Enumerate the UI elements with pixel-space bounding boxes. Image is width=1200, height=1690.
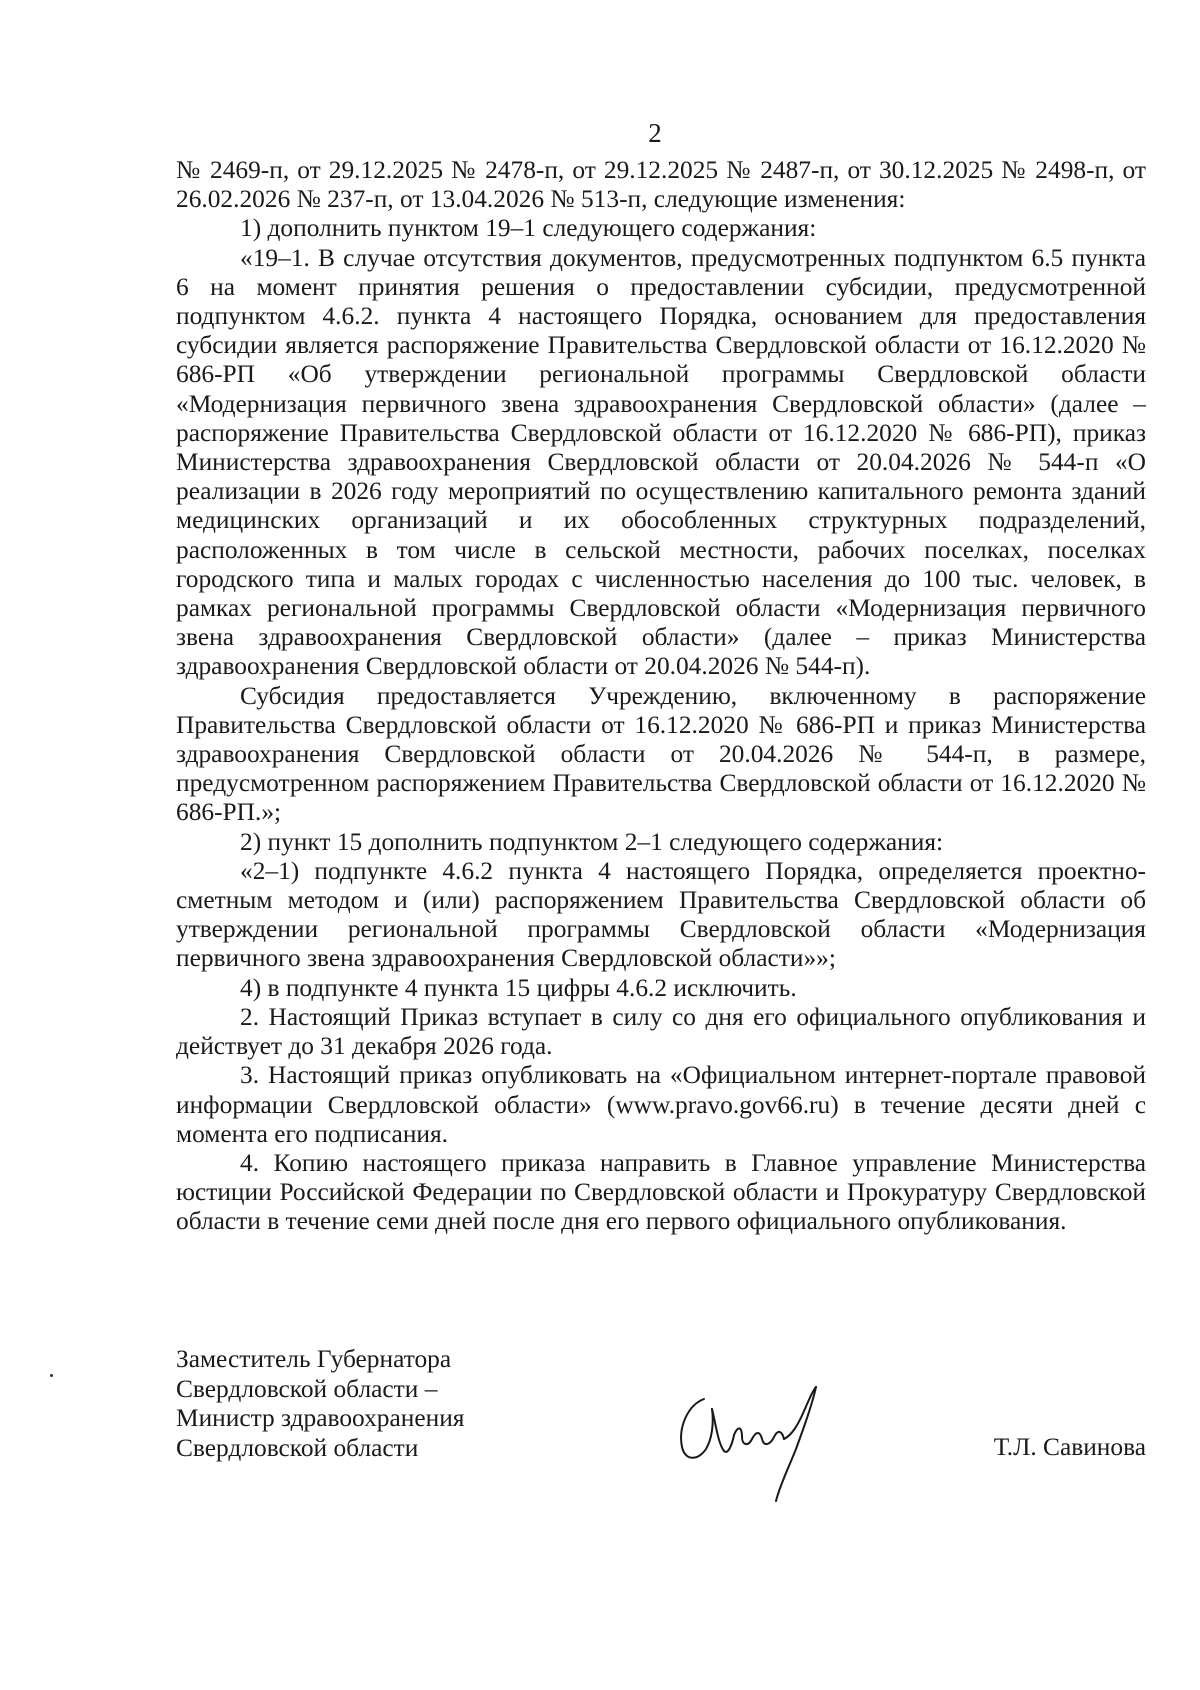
handwritten-signature-icon bbox=[666, 1365, 846, 1505]
signature-block bbox=[176, 1345, 1146, 1495]
signatory-name: Т.Л. Савинова bbox=[993, 1433, 1146, 1461]
paragraph-4: 2) пункт 15 дополнить подпунктом 2–1 следующего содержания: bbox=[240, 827, 944, 856]
signatory-position bbox=[176, 1345, 596, 1463]
page-number: 2 bbox=[648, 118, 662, 148]
signatory-position-line: Свердловской области bbox=[176, 1433, 419, 1462]
paragraph-1: 1) дополнить пунктом 19–1 следующего содержания: bbox=[240, 214, 817, 243]
paragraph-6: 4) в подпункте 4 пункта 15 цифры 4.6.2 исключить. bbox=[240, 973, 797, 1002]
paragraph-5: «2–1) подпункте 4.6.2 пункта 4 настоящего Порядка, определяется проектно-сметным методом и (или) распоряжением Правительства Свердловской области об утверждении региональной программы Свердловской области «Модернизация первичного звена здравоохранения Свердловской области»»; bbox=[176, 856, 1146, 973]
document-body bbox=[176, 156, 1146, 1237]
signatory-position-line: Министр здравоохранения bbox=[176, 1404, 465, 1432]
paragraph-7: 2. Настоящий Приказ вступает в силу со дня его официального опубликования и действует до 31 декабря 2026 года. bbox=[176, 1002, 1146, 1061]
paragraph-0: № 2469-п, от 29.12.2025 № 2478-п, от 29.12.2025 № 2487-п, от 30.12.2025 № 2498-п, от 26.02.2026 № 237-п, от 13.04.2026 № 513-п, следующие изменения: bbox=[176, 156, 1146, 214]
paragraph-3: Субсидия предоставляется Учреждению, включенному в распоряжение Правительства Свердловской области от 16.12.2020 № 686-РП и приказ Министерства здравоохранения Свердловской области от 20.04.2026 № 544-п, в размере, предусмотренном распоряжением Правительства Свердловской области от 16.12.2020 № 686-РП.»; bbox=[176, 681, 1146, 827]
paragraph-8: 3. Настоящий приказ опубликовать на «Официальном интернет-портале правовой информации Свердловской области» (www.pravo.gov66.ru) в течение десяти дней с момента его подписания. bbox=[176, 1061, 1146, 1148]
signatory-position-line: Заместитель Губернатора bbox=[176, 1345, 452, 1373]
paragraph-9: 4. Копию настоящего приказа направить в Главное управление Министерства юстиции Российской Федерации по Свердловской области и Прокуратуру Свердловской области в течение семи дней после дня его первого официального опубликования. bbox=[176, 1148, 1146, 1236]
signatory-position-line: Свердловской области – bbox=[176, 1374, 438, 1403]
scan-speck bbox=[50, 1374, 53, 1377]
paragraph-2: «19–1. В случае отсутствия документов, предусмотренных подпунктом 6.5 пункта 6 на момент принятия решения о предоставлении субсидии, предусмотренной подпунктом 4.6.2. пункта 4 настоящего Порядка, основанием для предоставления субсидии является распоряжение Правительства Свердловской области от 16.12.2020 № 686-РП «Об утверждении региональной программы Свердловской области «Модернизация первичного звена здравоохранения Свердловской области» (далее – распоряжение Правительства Свердловской области от 16.12.2020 № 686-РП), приказ Министерства здравоохранения Свердловской области от 20.04.2026 № 544-п «О реализации в 2026 году мероприятий по осуществлению капитального ремонта зданий медицинских организаций и их обособленных структурных подразделений, расположенных в том числе в сельской местности, рабочих поселках, поселках городского типа и малых городах с численностью населения до 100 тыс. человек, в рамках региональной программы Свердловской области «Модернизация первичного звена здравоохранения Свердловской области» (далее – приказ Министерства здравоохранения Свердловской области от 20.04.2026 № 544-п). bbox=[176, 243, 1146, 681]
